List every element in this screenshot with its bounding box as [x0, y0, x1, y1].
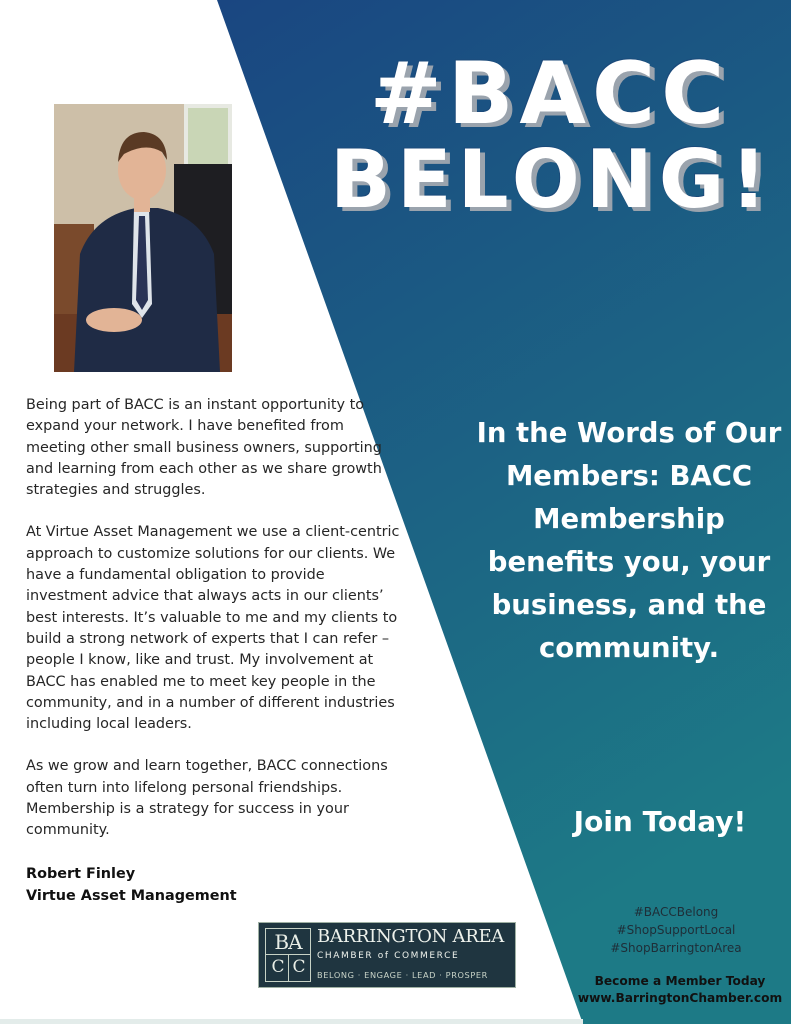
call-to-action: [560, 973, 791, 1007]
hashtag: #ShopBarringtonArea: [610, 941, 742, 955]
hashtag: #ShopSupportLocal: [616, 923, 736, 937]
testimonial-body: [26, 395, 406, 863]
monogram-c-right: C: [292, 957, 306, 977]
logo-name: BARRINGTON AREA: [317, 926, 504, 947]
chamber-logo: [258, 922, 516, 988]
logo-subtitle: CHAMBER of COMMERCE: [317, 951, 460, 961]
website-link[interactable]: www.BarringtonChamber.com: [577, 991, 783, 1005]
signature-company: Virtue Asset Management: [26, 887, 237, 904]
signature: [26, 864, 237, 907]
headline-line-2: BELONG!: [330, 133, 773, 226]
logo-monogram: [265, 928, 311, 982]
testimonial-paragraph: As we grow and learn together, BACC connections often turn into lifelong personal friendships. Membership is a strategy for success in your community.: [26, 758, 388, 839]
hashtags: [596, 903, 756, 957]
member-photo: [54, 104, 232, 372]
cta-line: Become a Member Today: [594, 974, 766, 988]
member-quote: In the Words of Our Members: BACC Membership benefits you, your business, and the community.: [476, 417, 782, 664]
testimonial-paragraph: At Virtue Asset Management we use a client-centric approach to customize solutions for our clients. We have a fundamental obligation to provide investment advice that always acts in our clients’ best interests. It’s valuable to me and my clients to build a strong network of experts that I can refer – people I know, like and trust. My involvement at BACC has enabled me to meet key people in the community, and in a number of different industries including local leaders.: [26, 524, 400, 733]
monogram-divider-vertical: [288, 955, 289, 981]
signature-name: Robert Finley: [26, 866, 136, 882]
logo-tagline: BELONG · ENGAGE · LEAD · PROSPER: [317, 970, 488, 980]
join-today-text: Join Today!: [573, 805, 747, 838]
hashtag: #BACCBelong: [633, 905, 719, 919]
monogram-c-left: C: [271, 957, 285, 977]
headline-line-1: #BACC: [369, 44, 731, 144]
testimonial-paragraph: Being part of BACC is an instant opportunity to expand your network. I have benefited from meeting other small business owners, supporting and learning from each other as we share growth strategies and struggles.: [26, 397, 382, 499]
monogram-ba: BA: [274, 930, 302, 954]
